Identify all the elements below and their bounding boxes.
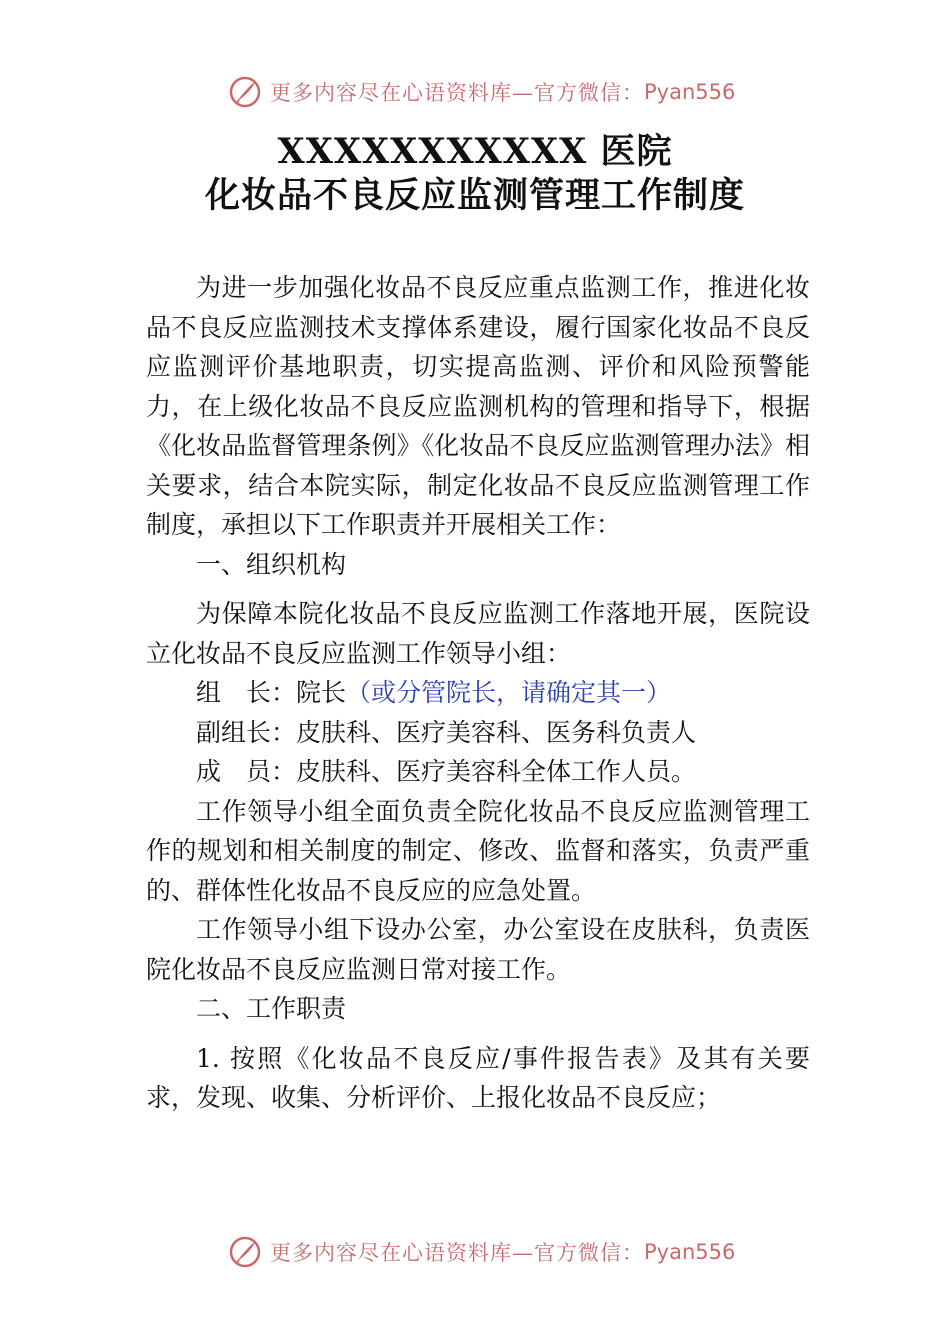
deputy-line [146, 713, 810, 753]
section1-paragraph-2: 工作领导小组全面负责全院化妆品不良反应监测管理工作的规划和相关制度的制定、修改、监督和落实，负责严重的、群体性化妆品不良反应的应急处置。 [146, 796, 810, 905]
quill-pen-icon [228, 1235, 262, 1269]
deputy-label: 副组长： [196, 717, 297, 747]
section2-item-1: 1. 按照《化妆品不良反应/事件报告表》及其有关要求，发现、收集、分析评价、上报化妆品不良反应； [146, 1043, 810, 1112]
banner-text: 更多内容尽在心语资料库—官方微信： [270, 1241, 644, 1265]
leader-note: （或分管院长，请确定其一） [346, 678, 672, 707]
member-value: 皮肤科、医疗美容科全体工作人员。 [296, 757, 697, 786]
leader-line [146, 673, 810, 713]
section1-paragraph-3: 工作领导小组下设办公室，办公室设在皮肤科，负责医院化妆品不良反应监测日常对接工作。 [146, 915, 810, 984]
document-body [146, 268, 810, 1118]
section1-paragraph-1: 为保障本院化妆品不良反应监测工作落地开展，医院设立化妆品不良反应监测工作领导小组： [146, 599, 810, 668]
deputy-value: 皮肤科、医疗美容科、医务科负责人 [296, 717, 697, 747]
leader-label: 组 长： [196, 678, 297, 707]
leader-value: 院长 [296, 678, 347, 707]
member-label: 成 员： [196, 757, 297, 786]
footer-banner [228, 1232, 748, 1272]
header-banner [228, 72, 748, 112]
member-line [146, 752, 810, 792]
banner-wechat-id: Pyan556 [644, 1240, 736, 1264]
section1-heading: 一、组织机构 [196, 549, 347, 579]
document-title-main: 化妆品不良反应监测管理工作制度 [204, 175, 745, 216]
intro-paragraph: 为进一步加强化妆品不良反应重点监测工作，推进化妆品不良反应监测技术支撑体系建设，履行国家化妆品不良反应监测评价基地职责，切实提高监测、评价和风险预警能力，在上级化妆品不良反应监测机构的管理和指导下，根据《化妆品监督管理条例》《化妆品不良反应监测管理办法》相关要求，结合本院实际，制定化妆品不良反应监测管理工作制度，承担以下工作职责并开展相关工作： [146, 273, 810, 539]
banner-text: 更多内容尽在心语资料库—官方微信： [270, 81, 644, 105]
quill-pen-icon [228, 75, 262, 109]
banner-wechat-id: Pyan556 [644, 80, 736, 104]
document-title-hospital: XXXXXXXXXXX 医院 [277, 131, 673, 172]
section2-heading: 二、工作职责 [196, 994, 347, 1023]
